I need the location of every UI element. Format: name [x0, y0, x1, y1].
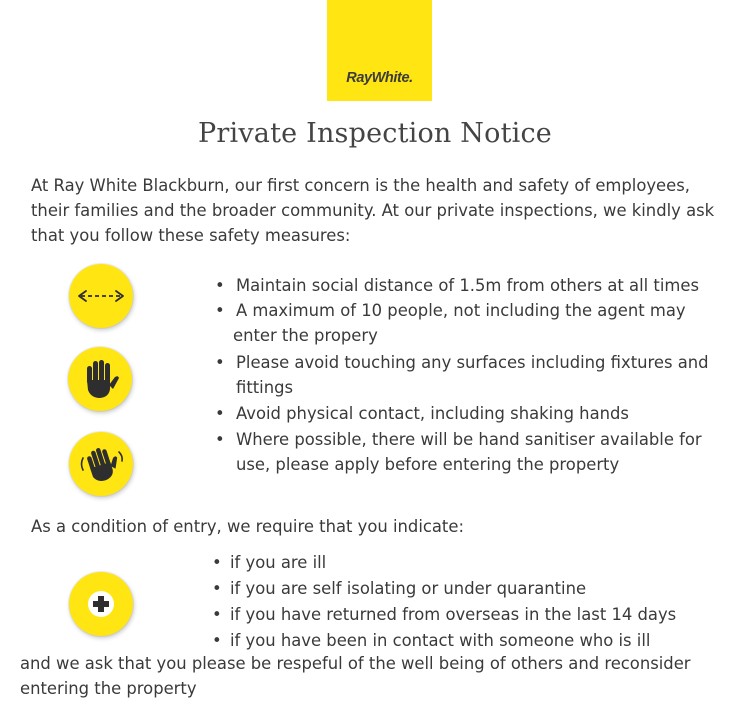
bullet: •: [215, 301, 225, 320]
intro-line: their families and the broader community. At our private inspections, we kindly ask: [31, 201, 715, 220]
condition-text: if you have returned from overseas in the last 14 days: [230, 605, 677, 624]
bullet: •: [212, 631, 222, 650]
measure-text: Where possible, there will be hand sanitiser available for: [236, 430, 702, 449]
intro-line: At Ray White Blackburn, our first concern is the health and safety of employees,: [31, 176, 690, 195]
bullet: •: [212, 605, 222, 624]
measure-text: Maintain social distance of 1.5m from others at all times: [236, 276, 699, 295]
condition-heading: As a condition of entry, we require that you indicate:: [31, 517, 464, 536]
measure-text-cont: enter the propery: [233, 326, 378, 345]
medical-cross-icon: [69, 572, 133, 636]
intro-paragraph: [31, 173, 714, 248]
measure-text: A maximum of 10 people, not including the agent may: [236, 301, 686, 320]
logo-text: RayWhite.: [346, 70, 413, 86]
measure-text-cont: use, please apply before entering the property: [236, 455, 620, 474]
measure-text-cont: fittings: [236, 378, 294, 397]
bullet: •: [215, 353, 225, 372]
bullet: •: [212, 579, 222, 598]
bullet: •: [215, 404, 225, 423]
distance-arrows-icon: [69, 264, 133, 328]
bullet: •: [215, 276, 225, 295]
closing-paragraph: [20, 651, 691, 701]
hand-stop-icon: [68, 347, 132, 411]
closing-line: entering the property: [20, 679, 197, 698]
measure-text: Please avoid touching any surfaces including fixtures and: [236, 353, 709, 372]
ray-white-logo: [327, 0, 432, 101]
measure-text: Avoid physical contact, including shaking hands: [236, 404, 629, 423]
closing-line: and we ask that you please be respeful of the well being of others and reconsider: [20, 654, 691, 673]
condition-text: if you are self isolating or under quarantine: [230, 579, 587, 598]
bullet: •: [212, 553, 222, 572]
intro-line: that you follow these safety measures:: [31, 226, 351, 245]
bullet: •: [215, 430, 225, 449]
hand-wave-icon: [69, 432, 133, 496]
condition-text: if you are ill: [230, 553, 327, 572]
page-title: Private Inspection Notice: [198, 118, 552, 149]
condition-text: if you have been in contact with someone who is ill: [230, 631, 651, 650]
